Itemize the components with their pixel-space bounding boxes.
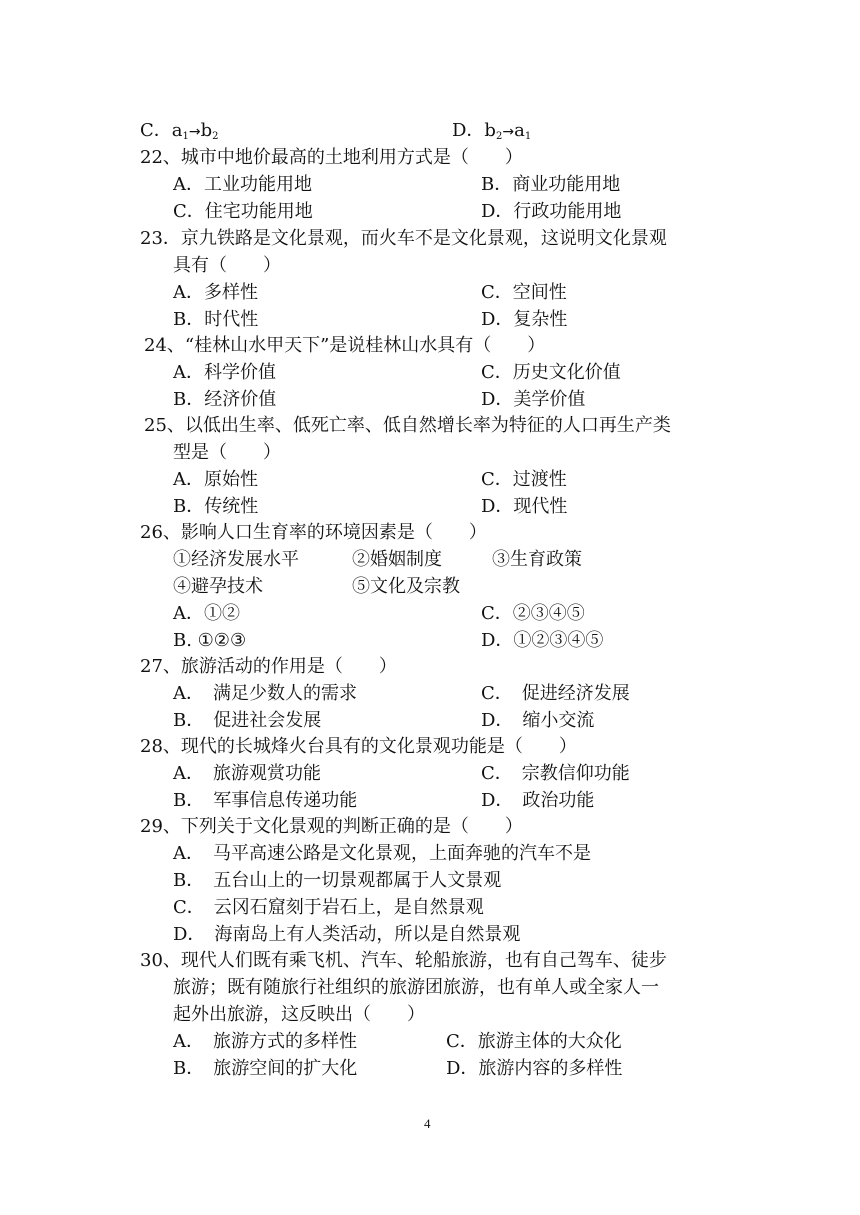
q29-option-b: B． 五台山上的一切景观都属于人文景观 — [173, 870, 502, 891]
q22-stem: 22、城市中地价最高的土地利用方式是（ ） — [140, 147, 523, 168]
q30-option-d: D．旅游内容的多样性 — [446, 1058, 623, 1079]
q30-stem-line1: 30、现代人们既有乘飞机、汽车、轮船旅游，也有自己驾车、徒步 — [140, 950, 667, 971]
q28-stem: 28、现代的长城烽火台具有的文化景观功能是（ ） — [140, 736, 577, 757]
q28-option-c: C． 宗教信仰功能 — [481, 763, 630, 784]
q30-stem-line3: 起外出旅游，这反映出（ ） — [173, 1004, 425, 1025]
q23-option-a: A．多样性 — [173, 282, 258, 303]
q25-option-d: D．现代性 — [481, 496, 568, 517]
q30-option-c: C．旅游主体的大众化 — [446, 1031, 622, 1052]
q26-option-a: A．①② — [173, 603, 240, 624]
q25-option-a: A．原始性 — [173, 469, 258, 490]
q24-option-c: C．历史文化价值 — [481, 362, 621, 383]
q24-option-d: D．美学价值 — [481, 389, 586, 410]
q22-option-d: D．行政功能用地 — [481, 201, 622, 222]
q26-option-d: D．①②③④⑤ — [481, 630, 604, 651]
q22-option-b: B．商业功能用地 — [481, 174, 621, 195]
q26-factor-3: ③生育政策 — [492, 549, 582, 570]
q28-option-d: D． 政治功能 — [481, 790, 595, 811]
q30-option-a: A． 旅游方式的多样性 — [173, 1031, 357, 1052]
q27-option-c: C． 促进经济发展 — [481, 683, 630, 704]
q30-option-b: B． 旅游空间的扩大化 — [173, 1058, 358, 1079]
q29-option-d: D． 海南岛上有人类活动，所以是自然景观 — [173, 924, 521, 945]
q25-option-b: B．传统性 — [173, 496, 259, 517]
q26-factor-1: ①经济发展水平 — [173, 549, 299, 570]
q27-option-b: B． 促进社会发展 — [173, 710, 322, 731]
q27-option-a: A． 满足少数人的需求 — [173, 683, 357, 704]
q29-option-a: A． 马平高速公路是文化景观，上面奔驰的汽车不是 — [173, 843, 591, 864]
q26-option-b: B. ①②③ — [173, 630, 247, 651]
q23-option-d: D．复杂性 — [481, 309, 568, 330]
q24-option-b: B．经济价值 — [173, 389, 277, 410]
q21-option-d: D．$b_2\to a_1$ — [452, 120, 532, 142]
q22-option-c: C．住宅功能用地 — [173, 201, 313, 222]
q26-factor-4: ④避孕技术 — [173, 576, 263, 597]
q27-stem: 27、旅游活动的作用是（ ） — [140, 656, 397, 677]
q25-stem-line1: 25、以低出生率、低死亡率、低自然增长率为特征的人口再生产类 — [144, 415, 671, 436]
q23-option-c: C．空间性 — [481, 282, 567, 303]
q29-option-c: C． 云冈石窟刻于岩石上，是自然景观 — [173, 897, 484, 918]
q25-option-c: C．过渡性 — [481, 469, 567, 490]
q28-option-b: B． 军事信息传递功能 — [173, 790, 358, 811]
q24-stem: 24、“桂林山水甲天下”是说桂林山水具有（ ） — [144, 335, 546, 356]
q26-factor-5: ⑤文化及宗教 — [352, 576, 460, 597]
page-number: 4 — [424, 1116, 431, 1131]
q26-factor-2: ②婚姻制度 — [352, 549, 442, 570]
q30-stem-line2: 旅游；既有随旅行社组织的旅游团旅游，也有单人或全家人一 — [173, 977, 659, 998]
q22-option-a: A．工业功能用地 — [173, 174, 312, 195]
q23-stem-line1: 23．京九铁路是文化景观，而火车不是文化景观，这说明文化景观 — [140, 228, 667, 249]
q28-option-a: A． 旅游观赏功能 — [173, 763, 321, 784]
q25-stem-line2: 型是（ ） — [173, 442, 281, 463]
q21-option-c: C．$a_1\to b_2$ — [140, 120, 219, 142]
q29-stem: 29、下列关于文化景观的判断正确的是（ ） — [140, 816, 523, 837]
q27-option-d: D． 缩小交流 — [481, 710, 595, 731]
q23-stem-line2: 具有（ ） — [173, 255, 281, 276]
q23-option-b: B．时代性 — [173, 309, 259, 330]
q26-option-c: C．②③④⑤ — [481, 603, 585, 624]
q24-option-a: A．科学价值 — [173, 362, 276, 383]
q26-stem: 26、影响人口生育率的环境因素是（ ） — [140, 522, 487, 543]
